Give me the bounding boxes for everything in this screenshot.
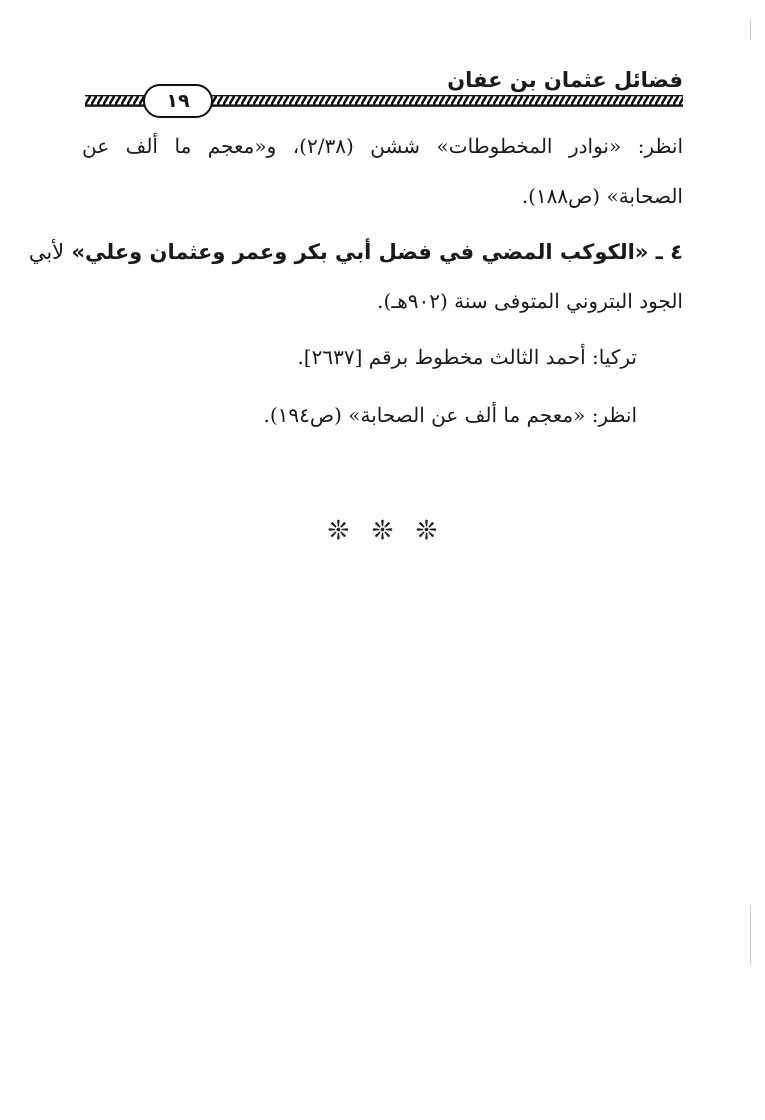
item-4-author-line: الجود البتروني المتوفى سنة (٩٠٢هـ). — [377, 289, 683, 313]
item-4-reference: انظر: «معجم ما ألف عن الصحابة» (ص١٩٤). — [263, 403, 637, 427]
scan-edge-mark-bottom — [750, 905, 751, 965]
scan-edge-mark-top — [750, 20, 751, 40]
item-4-heading — [28, 236, 683, 268]
reference-line-2: الصحابة» (ص١٨٨). — [521, 184, 683, 208]
item-4-title: ٤ ـ «الكوكب المضي في فضل أبي بكر وعمر وعثمان وعلي» — [71, 240, 683, 264]
item-4-location: تركيا: أحمد الثالث مخطوط برقم [٢٦٣٧]. — [297, 345, 637, 369]
running-title: فضائل عثمان بن عفان — [447, 68, 683, 92]
reference-line-1: انظر: «نوادر المخطوطات» ششن (٢/٣٨)، و«معجم ما ألف عن — [82, 134, 683, 158]
page-number-badge: ١٩ — [143, 84, 213, 118]
item-4-title-tail: لأبي — [28, 240, 65, 264]
section-separator: ❊ ❊ ❊ — [327, 516, 438, 546]
